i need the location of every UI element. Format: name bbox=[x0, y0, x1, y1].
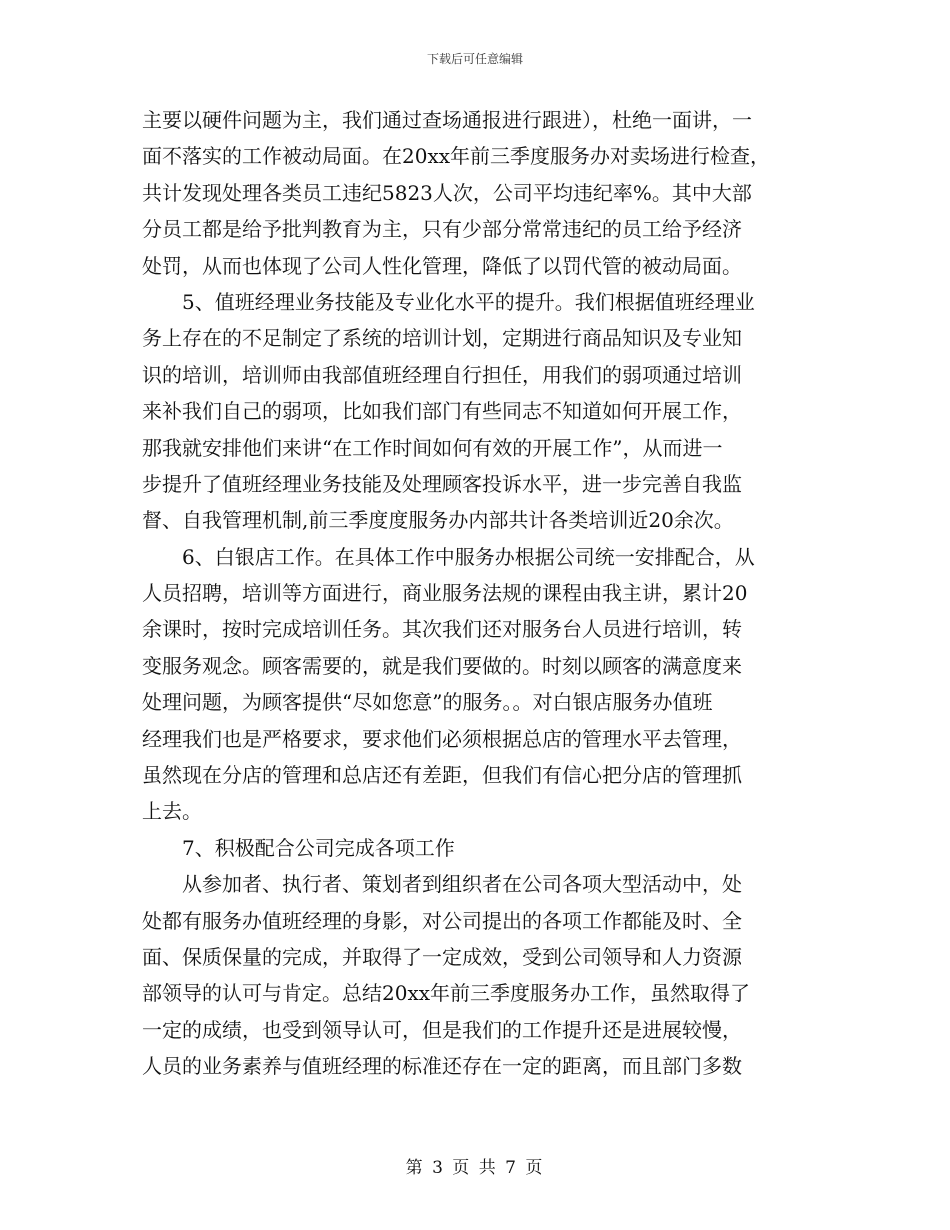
text-line: 变服务观念。顾客需要的，就是我们要做的。时刻以顾客的满意度来 bbox=[142, 653, 742, 678]
text-line: 面不落实的工作被动局面。在20xx年前三季度服务办对卖场进行检查， bbox=[142, 144, 771, 169]
text-line: 面、保质保量的完成，并取得了一定成效，受到公司领导和人力资源 bbox=[142, 944, 742, 969]
text-line: 处都有服务办值班经理的身影，对公司提出的各项工作都能及时、全 bbox=[142, 908, 742, 933]
text-line: 经理我们也是严格要求，要求他们必须根据总店的管理水平去管理， bbox=[142, 726, 742, 751]
text-line: 来补我们自己的弱项，比如我们部门有些同志不知道如何开展工作， bbox=[142, 399, 742, 424]
body-text bbox=[142, 102, 812, 1085]
page-header: 下载后可任意编辑 bbox=[426, 52, 523, 66]
text-line: 分员工都是给予批判教育为主，只有少部分常常违纪的员工给予经济 bbox=[142, 217, 742, 242]
text-line: 从参加者、执行者、策划者到组织者在公司各项大型活动中，处 bbox=[142, 872, 742, 897]
text-line: 7、积极配合公司完成各项工作 bbox=[142, 835, 455, 860]
text-line: 余课时，按时完成培训任务。其次我们还对服务台人员进行培训，转 bbox=[142, 617, 742, 642]
page-number: 第 3 页 共 7 页 bbox=[405, 1158, 545, 1178]
text-line: 督、自我管理机制,前三季度度服务办内部共计各类培训近20余次。 bbox=[142, 508, 734, 533]
text-line: 部领导的认可与肯定。总结20xx年前三季度服务办工作，虽然取得了 bbox=[142, 981, 751, 1006]
text-line: 识的培训，培训师由我部值班经理自行担任，用我们的弱项通过培训 bbox=[142, 362, 742, 387]
text-line: 那我就安排他们来讲“在工作时间如何有效的开展工作”，从而进一 bbox=[142, 435, 723, 460]
text-line: 步提升了值班经理业务技能及处理顾客投诉水平，进一步完善自我监 bbox=[142, 471, 742, 496]
text-line: 务上存在的不足制定了系统的培训计划，定期进行商品知识及专业知 bbox=[142, 326, 742, 351]
text-line: 5、值班经理业务技能及专业化水平的提升。我们根据值班经理业 bbox=[142, 289, 755, 314]
text-line: 上去。 bbox=[142, 799, 202, 824]
text-line: 处理问题，为顾客提供“尽如您意”的服务。。对白银店服务办值班 bbox=[142, 690, 713, 715]
text-line: 6、白银店工作。在具体工作中服务办根据公司统一安排配合，从 bbox=[142, 544, 755, 569]
text-line: 主要以硬件问题为主，我们通过查场通报进行跟进），杜绝一面讲，一 bbox=[142, 108, 752, 132]
text-line: 人员招聘，培训等方面进行，商业服务法规的课程由我主讲，累计20 bbox=[142, 581, 748, 606]
text-line: 共计发现处理各类员工违纪5823人次，公司平均违纪率%。其中大部 bbox=[142, 180, 752, 205]
text-line: 虽然现在分店的管理和总店还有差距，但我们有信心把分店的管理抓 bbox=[142, 763, 742, 788]
text-line: 处罚，从而也体现了公司人性化管理，降低了以罚代管的被动局面。 bbox=[142, 253, 742, 278]
text-line: 人员的业务素养与值班经理的标准还存在一定的距离，而且部门多数 bbox=[142, 1054, 742, 1079]
text-line: 一定的成绩，也受到领导认可，但是我们的工作提升还是进展较慢， bbox=[142, 1017, 742, 1042]
